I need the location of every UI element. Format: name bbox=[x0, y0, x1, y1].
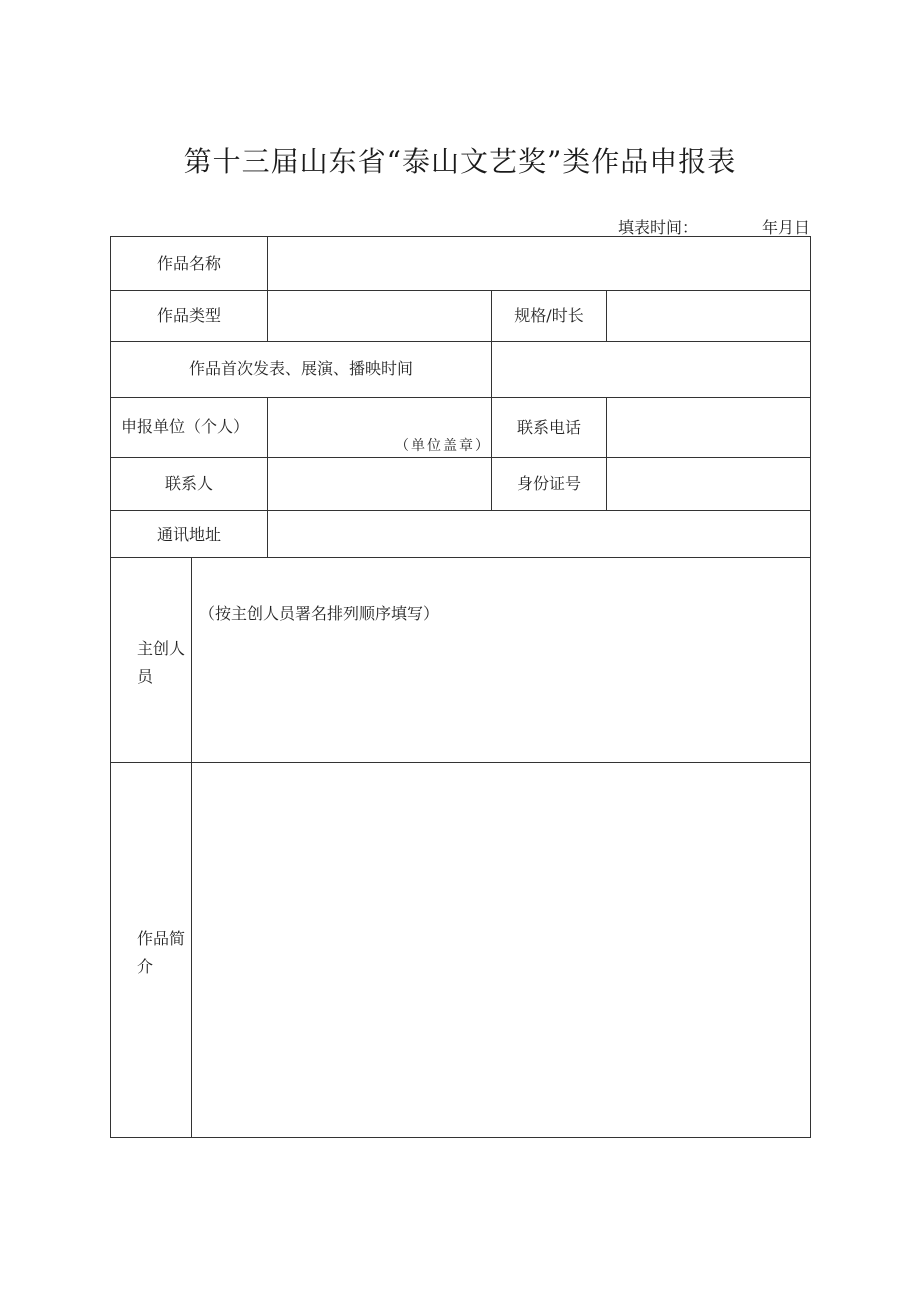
input-id-number[interactable] bbox=[607, 458, 810, 510]
label-id-number: 身份证号 bbox=[516, 474, 581, 493]
input-first-release[interactable] bbox=[492, 342, 810, 397]
seal-note: （单位盖章） bbox=[395, 438, 491, 454]
label-applicant: 申报单位（个人） bbox=[121, 417, 250, 436]
label-intro: 作品简介 bbox=[137, 929, 186, 976]
input-contact[interactable] bbox=[268, 458, 491, 510]
page-title: 第十三届山东省“泰山文艺奖”类作品申报表 bbox=[183, 145, 737, 178]
input-work-name[interactable] bbox=[268, 237, 810, 290]
fill-date-ymd: 年月日 bbox=[761, 218, 810, 237]
input-work-type[interactable] bbox=[268, 291, 491, 341]
input-creators[interactable] bbox=[192, 558, 810, 762]
label-address: 通讯地址 bbox=[156, 525, 221, 544]
input-spec-duration[interactable] bbox=[607, 291, 810, 341]
label-contact: 联系人 bbox=[164, 474, 213, 493]
input-address[interactable] bbox=[268, 511, 810, 557]
application-form bbox=[110, 236, 811, 1138]
creators-hint: （按主创人员署名排列顺序填写） bbox=[199, 604, 440, 623]
label-phone: 联系电话 bbox=[516, 418, 581, 437]
label-work-type: 作品类型 bbox=[156, 306, 221, 325]
fill-date bbox=[560, 215, 810, 235]
label-work-name: 作品名称 bbox=[156, 254, 221, 273]
fill-date-label: 填表时间： bbox=[618, 218, 699, 237]
label-spec-duration: 规格/时长 bbox=[514, 306, 584, 325]
input-intro[interactable] bbox=[192, 763, 810, 1137]
label-first-release: 作品首次发表、展演、播映时间 bbox=[188, 359, 413, 378]
label-creators: 主创人员 bbox=[137, 639, 186, 686]
input-phone[interactable] bbox=[607, 398, 810, 457]
